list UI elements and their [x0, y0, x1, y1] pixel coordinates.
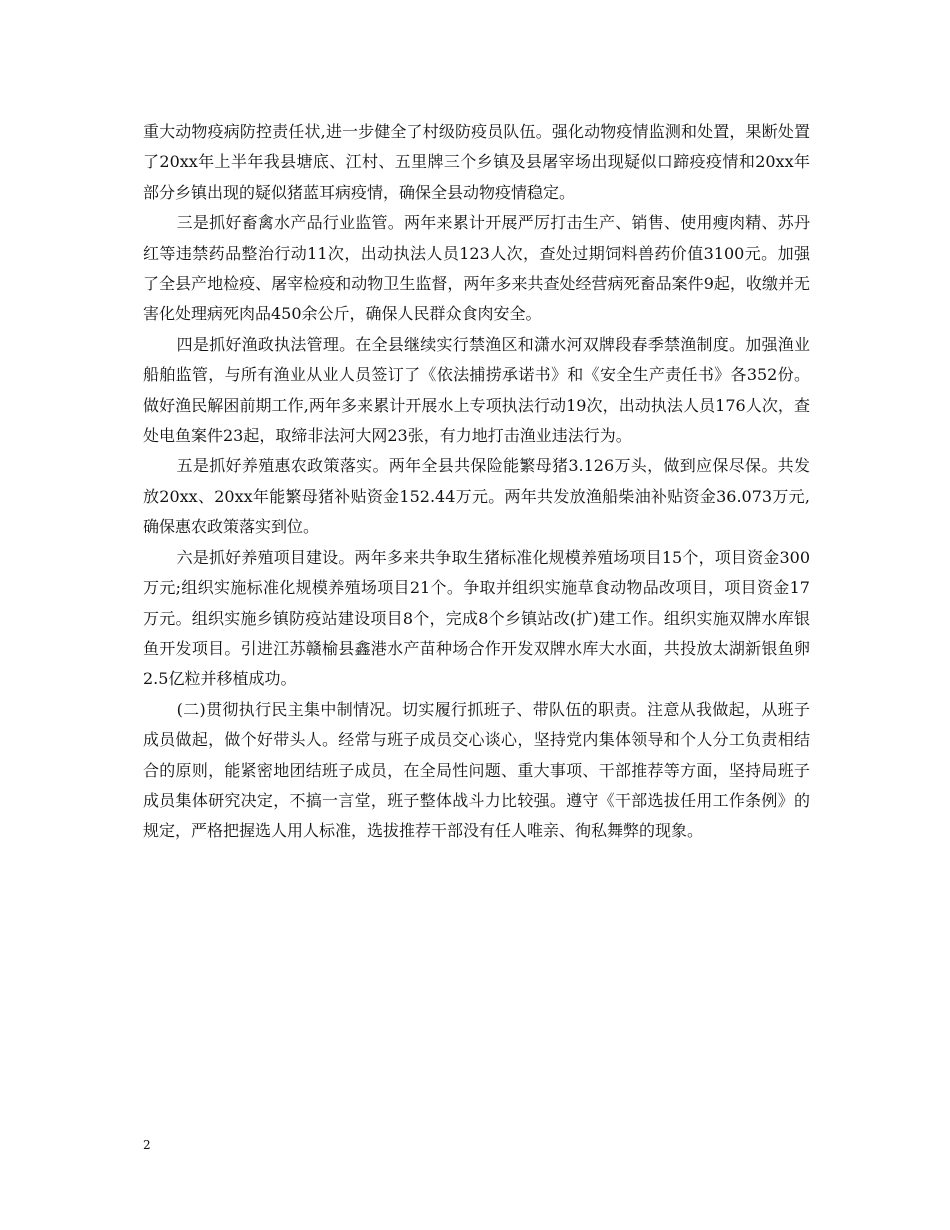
- paragraph-continuation: 重大动物疫病防控责任状,进一步健全了村级防疫员队伍。强化动物疫情监测和处置，果断处置了20xx年上半年我县塘底、江村、五里牌三个乡镇及县屠宰场出现疑似口蹄疫疫情和20xx年部分乡镇出现的疑似猪蓝耳病疫情，确保全县动物疫情稳定。: [143, 122, 810, 202]
- paragraph-subsidy-policy: 五是抓好养殖惠农政策落实。两年全县共保险能繁母猪3.126万头，做到应保尽保。共发放20xx、20xx年能繁母猪补贴资金152.44万元。两年共发放渔船柴油补贴资金36.073万元,确保惠农政策落实到位。: [143, 456, 810, 537]
- document-body: [143, 117, 810, 847]
- page-number: 2: [143, 1138, 151, 1152]
- paragraph-fishery-enforcement: 四是抓好渔政执法管理。在全县继续实行禁渔区和潇水河双牌段春季禁渔制度。加强渔业船舶监管，与所有渔业从业人员签订了《依法捕捞承诺书》和《安全生产责任书》各352份。做好渔民解困前期工作,两年多来累计开展水上专项执法行动19次，出动执法人员176人次，查处电鱼案件23起，取缔非法河大网23张，有力地打击渔业违法行为。: [143, 334, 810, 446]
- paragraph-livestock-supervision: 三是抓好畜禽水产品行业监管。两年来累计开展严厉打击生产、销售、使用瘦肉精、苏丹红等违禁药品整治行动11次，出动执法人员123人次，查处过期饲料兽药价值3100元。加强了全县产地检疫、屠宰检疫和动物卫生监督，两年多来共查处经营病死畜品案件9起，收缴并无害化处理病死肉品450余公斤，确保人民群众食肉安全。: [143, 213, 810, 324]
- paragraph-democratic-centralism: (二)贯彻执行民主集中制情况。切实履行抓班子、带队伍的职责。注意从我做起，从班子成员做起，做个好带头人。经常与班子成员交心谈心，坚持党内集体领导和个人分工负责相结合的原则，能紧密地团结班子成员，在全局性问题、重大事项、干部推荐等方面，坚持局班子成员集体研究决定，不搞一言堂，班子整体战斗力比较强。遵守《干部选拔任用工作条例》的规定，严格把握选人用人标准，选拔推荐干部没有任人唯亲、徇私舞弊的现象。: [143, 699, 810, 841]
- paragraph-project-construction: 六是抓好养殖项目建设。两年多来共争取生猪标准化规模养殖场项目15个，项目资金300万元;组织实施标准化规模养殖场项目21个。争取并组织实施草食动物品改项目，项目资金17万元。组织实施乡镇防疫站建设项目8个，完成8个乡镇站改(扩)建工作。组织实施双牌水库银鱼开发项目。引进江苏赣榆县鑫港水产苗种场合作开发双牌水库大水面，共投放太湖新银鱼卵2.5亿粒并移植成功。: [143, 547, 810, 689]
